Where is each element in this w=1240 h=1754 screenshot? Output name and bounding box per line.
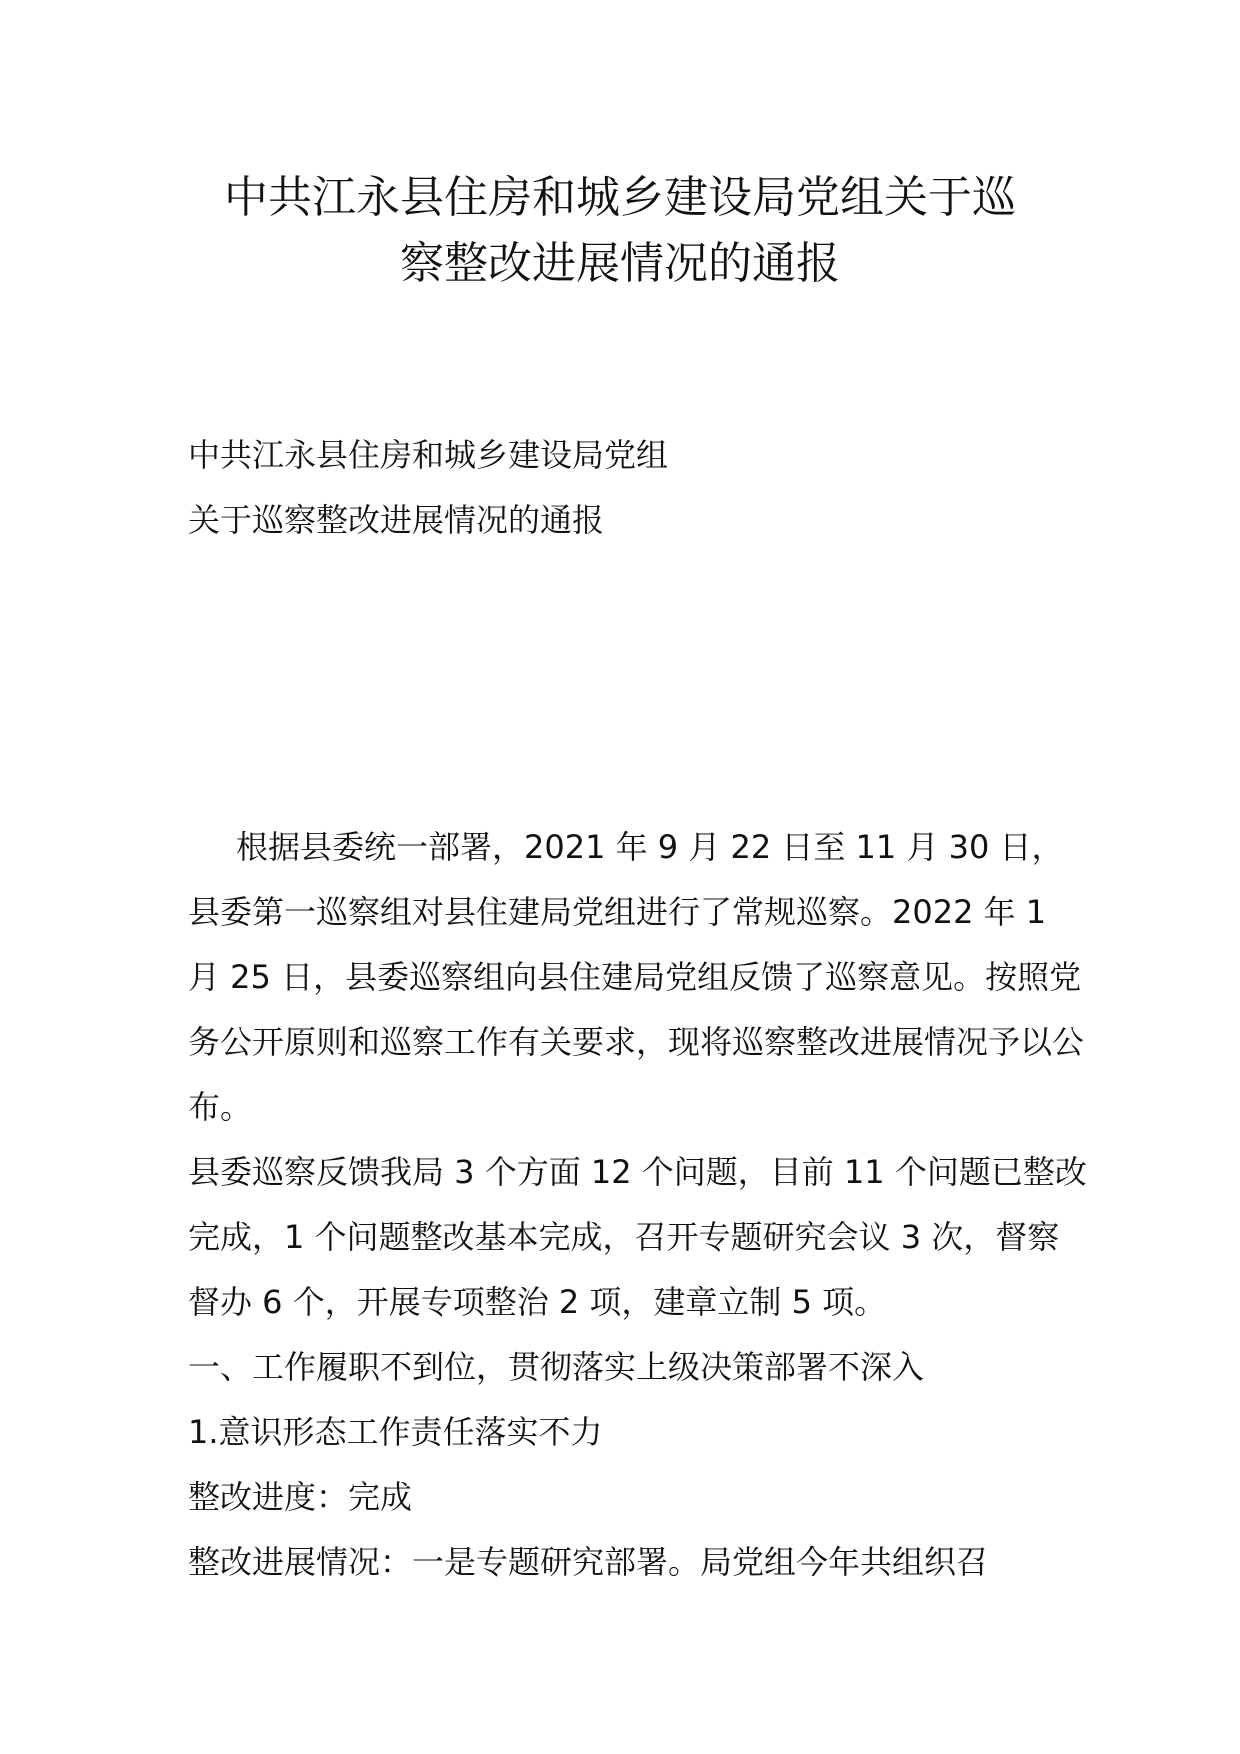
paragraph-summary: 县委巡察反馈我局 3 个方面 12 个问题，目前 11 个问题已整改完成，1 个问题整改基本完成，召开专题研究会议 3 次，督察督办 6 个，开展专项整治 2 项，建章立制 5 项。 [188, 1153, 1087, 1321]
subhead-line-1: 中共江永县住房和城乡建设局党组 [188, 436, 669, 474]
rectification-details: 整改进展情况：一是专题研究部署。局党组今年共组织召 [188, 1543, 989, 1581]
subsection-heading-1: 1.意识形态工作责任落实不力 [188, 1413, 603, 1451]
document-body [188, 815, 1088, 1595]
document-title [160, 165, 1080, 297]
paragraph-intro: 根据县委统一部署，2021 年 9 月 22 日至 11 月 30 日，县委第一巡察组对县住建局党组进行了常规巡察。2022 年 1 月 25 日，县委巡察组向县住建局党组反馈了巡察意见。按照党务公开原则和巡察工作有关要求，现将巡察整改进展情况予以公布。 [188, 828, 1085, 1126]
rectification-progress: 整改进度：完成 [188, 1478, 413, 1516]
title-line-1: 中共江永县住房和城乡建设局党组关于巡 [224, 172, 1016, 223]
section-heading-1: 一、工作履职不到位，贯彻落实上级决策部署不深入 [188, 1348, 925, 1386]
subhead-line-2: 关于巡察整改进展情况的通报 [188, 501, 605, 539]
title-line-2: 察整改进展情况的通报 [400, 238, 840, 289]
